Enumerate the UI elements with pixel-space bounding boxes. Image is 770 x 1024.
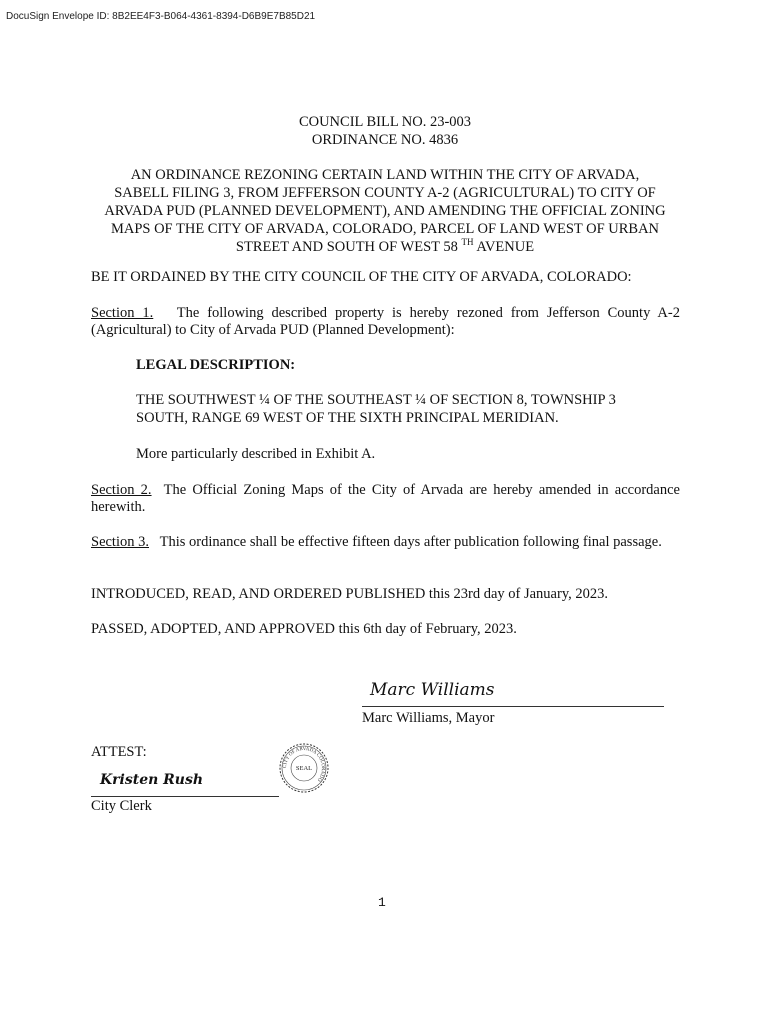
clerk-signature: Kristen Rush xyxy=(100,772,204,788)
council-bill-number: COUNCIL BILL NO. 23-003 xyxy=(298,114,472,130)
title-line-1: AN ORDINANCE REZONING CERTAIN LAND WITHIN THE CITY OF ARVADA, xyxy=(130,167,640,183)
section-1-text: The following described property is hereby rezoned from Jefferson County A-2 (Agricultural) to City of Arvada PUD (Planned Development): xyxy=(91,305,680,338)
enacting-clause: BE IT ORDAINED BY THE CITY COUNCIL OF THE CITY OF ARVADA, COLORADO: xyxy=(91,269,632,285)
seal-ring-text: CITY OF ARVADA COLORADO xyxy=(282,746,326,782)
section-3-text: This ordinance shall be effective fifteen days after publication following final passage. xyxy=(159,534,662,550)
mayor-signature: Marc Williams xyxy=(370,680,495,700)
mayor-signature-line xyxy=(362,706,664,707)
title-line-5: STREET AND SOUTH OF WEST 58 $^{TH}$ AVENUE xyxy=(235,237,535,255)
section-2-label: Section 2. xyxy=(91,482,152,498)
legal-description-line-1: THE SOUTHWEST ¼ OF THE SOUTHEAST ¼ OF SECTION 8, TOWNSHIP 3 xyxy=(136,392,616,408)
clerk-signature-line xyxy=(91,796,279,797)
attest-label: ATTEST: xyxy=(91,744,147,760)
section-1 xyxy=(91,305,680,339)
title-line-4: MAPS OF THE CITY OF ARVADA, COLORADO, PARCEL OF LAND WEST OF URBAN xyxy=(110,221,660,237)
introduced-statement: INTRODUCED, READ, AND ORDERED PUBLISHED this 23rd day of January, 2023. xyxy=(91,586,609,602)
title-line-2: SABELL FILING 3, FROM JEFFERSON COUNTY A-2 (AGRICULTURAL) TO CITY OF xyxy=(114,185,656,201)
mayor-name-title: Marc Williams, Mayor xyxy=(362,710,495,726)
passed-statement: PASSED, ADOPTED, AND APPROVED this 6th day of February, 2023. xyxy=(91,621,517,637)
section-2-text: The Official Zoning Maps of the City of Arvada are hereby amended in accordance herewith. xyxy=(91,482,680,515)
ordinance-number: ORDINANCE NO. 4836 xyxy=(311,132,459,148)
legal-description-line-2: SOUTH, RANGE 69 WEST OF THE SIXTH PRINCIPAL MERIDIAN. xyxy=(136,410,559,426)
legal-description-heading: LEGAL DESCRIPTION: xyxy=(136,357,296,373)
clerk-title: City Clerk xyxy=(91,798,152,814)
page-number: 1 xyxy=(378,895,386,910)
ordinance-title xyxy=(95,166,675,256)
section-1-label: Section 1. xyxy=(91,305,154,321)
title-line-3: ARVADA PUD (PLANNED DEVELOPMENT), AND AMENDING THE OFFICIAL ZONING xyxy=(104,203,666,219)
section-2 xyxy=(91,482,680,516)
section-3-label: Section 3. xyxy=(91,534,149,550)
city-seal-icon xyxy=(278,742,330,794)
exhibit-reference: More particularly described in Exhibit A. xyxy=(136,446,376,462)
section-3 xyxy=(91,534,680,551)
seal-center-text: SEAL xyxy=(295,765,313,772)
docusign-envelope-id: DocuSign Envelope ID: 8B2EE4F3-B064-4361-8394-D6B9E7B85D21 xyxy=(6,11,316,22)
